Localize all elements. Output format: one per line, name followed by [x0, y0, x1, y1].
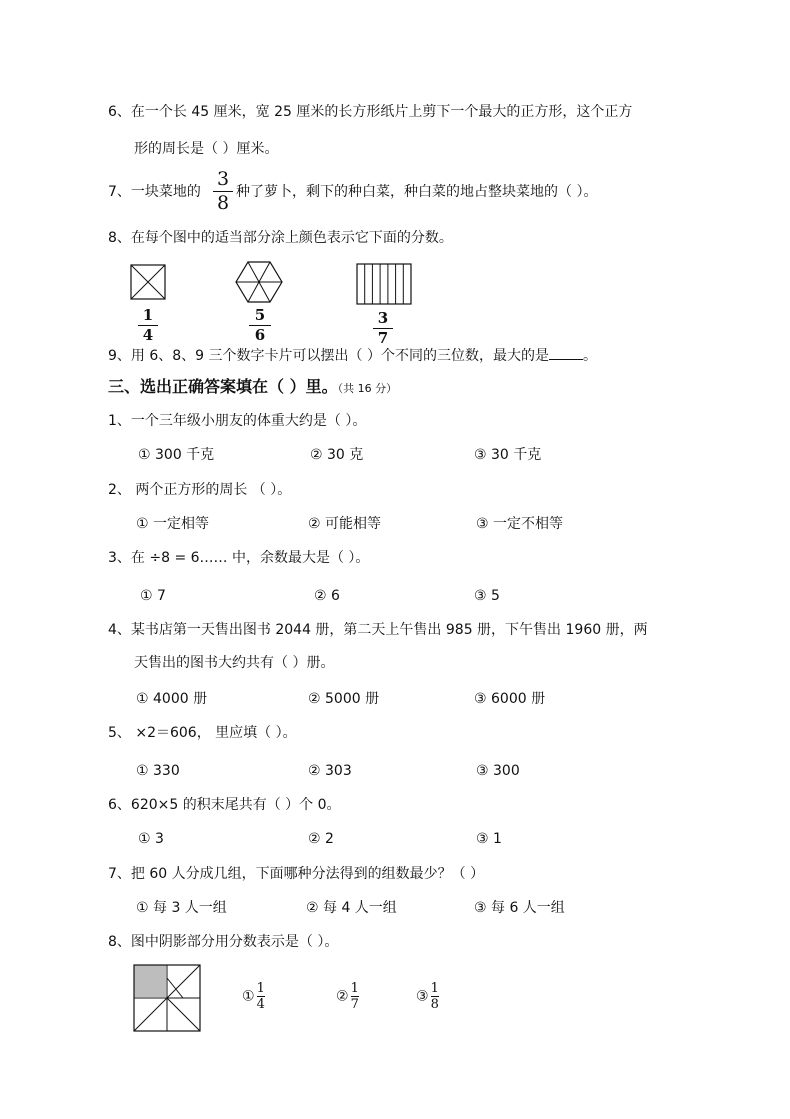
question-9-end: 。: [582, 348, 597, 364]
option-8b[interactable]: [336, 982, 361, 1011]
fraction-numerator: 1: [142, 306, 154, 324]
choice-question-5: 5、 ×2＝606， 里应填（ ）。: [108, 725, 297, 741]
option-8a[interactable]: [242, 982, 267, 1011]
option-4a[interactable]: ① 4000 册: [136, 691, 208, 707]
choice-question-2: 2、 两个正方形的周长 （ ）。: [108, 482, 292, 498]
option-3c[interactable]: ③ 5: [474, 588, 500, 604]
question-8: 8、在每个图中的适当部分涂上颜色表示它下面的分数。: [108, 230, 453, 246]
option-2b[interactable]: ② 可能相等: [308, 516, 382, 532]
question-7-fraction: [213, 170, 233, 213]
option-6a[interactable]: ① 3: [138, 831, 164, 847]
option-4b[interactable]: ② 5000 册: [308, 691, 380, 707]
option-2a[interactable]: ① 一定相等: [136, 516, 210, 532]
choice-question-4-line-2: 天售出的图书大约共有（ ）册。: [134, 655, 335, 671]
fraction-numerator: 1: [430, 981, 439, 996]
answer-blank[interactable]: [549, 347, 583, 360]
fraction-denominator: 8: [430, 997, 439, 1012]
option-mark: ①: [242, 988, 255, 1005]
fraction-label-1: [138, 308, 158, 343]
fraction-numerator: 3: [377, 309, 389, 327]
option-5c[interactable]: ③ 300: [476, 763, 520, 779]
section-title: 三、选出正确答案填在（ ）里。: [108, 377, 338, 396]
option-4c[interactable]: ③ 6000 册: [474, 691, 546, 707]
option-3a[interactable]: ① 7: [140, 588, 166, 604]
option-5a[interactable]: ① 330: [136, 763, 180, 779]
choice-question-7: 7、把 60 人分成几组，下面哪种分法得到的组数最少？（ ）: [108, 866, 485, 882]
square-diagonals-figure: [130, 264, 166, 300]
fraction-denominator: 8: [216, 192, 230, 214]
option-fraction: [351, 982, 359, 1011]
section-score: （共 16 分）: [337, 382, 398, 395]
option-1a[interactable]: ① 300 千克: [138, 447, 215, 463]
fraction-numerator: 1: [350, 981, 359, 996]
choice-question-8: 8、图中阴影部分用分数表示是（ ）。: [108, 934, 339, 950]
fraction-label-3: [373, 311, 393, 346]
fraction-denominator: 4: [256, 997, 265, 1012]
option-2c[interactable]: ③ 一定不相等: [476, 516, 564, 532]
option-mark: ②: [336, 988, 349, 1005]
choice-question-3: 3、在 ÷8 = 6…… 中，余数最大是（ ）。: [108, 550, 370, 566]
question-7-suffix: 种了萝卜，剩下的种白菜，种白菜的地占整块菜地的（ ）。: [236, 184, 598, 200]
option-mark: ③: [416, 988, 429, 1005]
question-6-line-1: 6、在一个长 45 厘米，宽 25 厘米的长方形纸片上剪下一个最大的正方形，这个正方: [108, 104, 633, 120]
option-fraction: [257, 982, 265, 1011]
section-3-heading: [108, 376, 397, 400]
option-3b[interactable]: ② 6: [314, 588, 340, 604]
choice-question-6: 6、620×5 的积末尾共有（ ）个 0。: [108, 797, 341, 813]
fraction-label-2: [249, 308, 271, 343]
option-7c[interactable]: ③ 每 6 人一组: [474, 900, 565, 916]
striped-rectangle-figure: [356, 263, 412, 305]
question-6-line-2: 形的周长是（ ）厘米。: [134, 141, 279, 157]
fraction-denominator: 6: [254, 326, 266, 344]
question-9-text: 9、用 6、8、9 三个数字卡片可以摆出（ ）个不同的三位数，最大的是: [108, 348, 549, 364]
shaded-square-figure: [133, 964, 201, 1032]
option-1b[interactable]: ② 30 克: [310, 447, 364, 463]
option-6b[interactable]: ② 2: [308, 831, 334, 847]
option-fraction: [431, 982, 439, 1011]
fraction-denominator: 7: [350, 997, 359, 1012]
fraction-numerator: 3: [216, 168, 230, 190]
option-1c[interactable]: ③ 30 千克: [474, 447, 542, 463]
choice-question-1: 1、一个三年级小朋友的体重大约是（ ）。: [108, 413, 367, 429]
option-7a[interactable]: ① 每 3 人一组: [136, 900, 227, 916]
option-5b[interactable]: ② 303: [308, 763, 352, 779]
fraction-denominator: 4: [142, 326, 154, 344]
question-7-prefix: 7、一块菜地的: [108, 184, 201, 200]
hexagon-figure: [235, 261, 283, 303]
question-9: [108, 346, 597, 366]
option-6c[interactable]: ③ 1: [476, 831, 502, 847]
fraction-numerator: 5: [254, 306, 266, 324]
option-8c[interactable]: [416, 982, 441, 1011]
fraction-numerator: 1: [256, 981, 265, 996]
option-7b[interactable]: ② 每 4 人一组: [306, 900, 397, 916]
choice-question-4-line-1: 4、某书店第一天售出图书 2044 册，第二天上午售出 985 册，下午售出 1960 册，两: [108, 622, 648, 638]
fraction-denominator: 7: [377, 329, 389, 347]
